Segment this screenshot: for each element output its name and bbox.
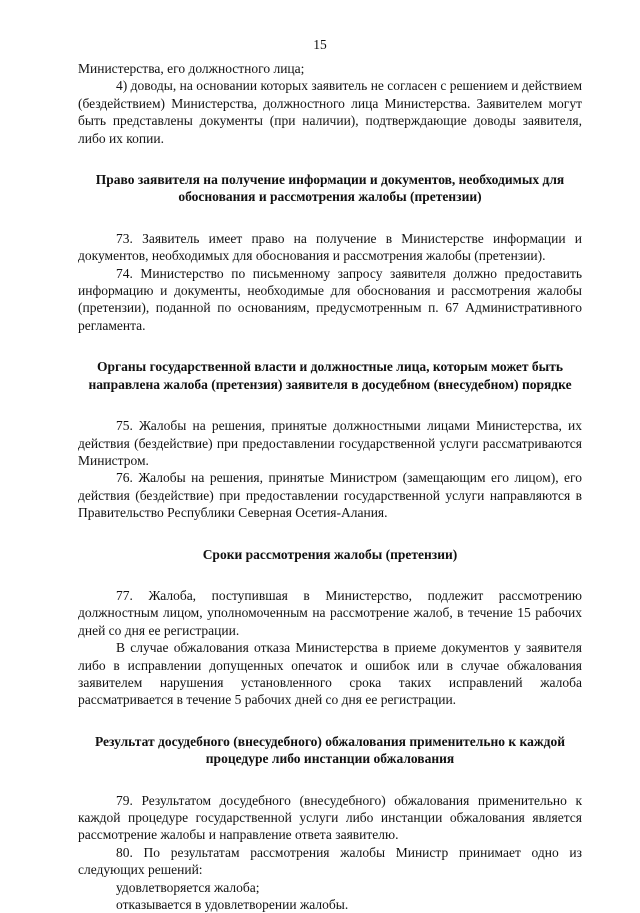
paragraph-79: 79. Результатом досудебного (внесудебного) обжалования применительно к каждой процедуре государственной услуги либо инстанции обжалования является рассмотрение жалобы и направление ответа заявителю. — [78, 792, 582, 843]
paragraph-77: 77. Жалоба, поступившая в Министерство, подлежит рассмотрению должностным лицом, уполномоченным на рассмотрение жалоб, в течение 15 рабочих дней со дня ее регистрации. — [78, 587, 582, 638]
document-body — [78, 60, 582, 913]
paragraph-item-4: 4) доводы, на основании которых заявитель не согласен с решением и действием (бездействием) Министерства, должностного лица Министерства. Заявителем могут быть представлены документы (при наличии), подтверждающие доводы заявителя, либо их копии. — [78, 78, 582, 146]
section-heading-appeal-result: Результат досудебного (внесудебного) обжалования применительно к каждой процедуре либо инстанции обжалования — [94, 733, 566, 767]
decision-option-satisfy: удовлетворяется жалоба; — [116, 879, 260, 895]
paragraph-73: 73. Заявитель имеет право на получение в Министерстве информации и документов, необходимых для обоснования и рассмотрения жалобы (претензии). — [78, 230, 582, 264]
page-number: 15 — [313, 37, 327, 52]
paragraph-77-continuation: В случае обжалования отказа Министерства в приеме документов у заявителя либо в исправлении допущенных опечаток и ошибок или в случае обжалования заявителем нарушения установленного срока таких исправлений жалоба рассматривается в течение 5 рабочих дней со дня ее регистрации. — [78, 640, 582, 708]
paragraph-80: 80. По результатам рассмотрения жалобы Министр принимает одно из следующих решений: — [78, 844, 582, 878]
paragraph-76: 76. Жалобы на решения, принятые Министром (замещающим его лицом), его действия (бездействие) при предоставлении государственной услуги направляются в Правительство Республики Северная Осетия-Алания. — [78, 470, 582, 521]
paragraph-75: 75. Жалобы на решения, принятые должностными лицами Министерства, их действия (бездействие) при предоставлении государственной услуги рассматриваются Министром. — [78, 418, 582, 468]
paragraph-74: 74. Министерство по письменному запросу заявителя должно предоставить информацию и документы, необходимые для обоснования и рассмотрения жалобы (претензии), поданной по основаниям, предусмотренным п. 67 Административного регламента. — [78, 265, 582, 333]
section-heading-right-to-information: Право заявителя на получение информации и документов, необходимых для обоснования и рассмотрения жалобы (претензии) — [95, 172, 565, 205]
paragraph-intro-continuation: Министерства, его должностного лица; — [78, 61, 305, 76]
decision-option-refuse: отказывается в удовлетворении жалобы. — [116, 897, 349, 913]
section-heading-authorities: Органы государственной власти и должностные лица, которым может быть направлена жалоба (претензия) заявителя в досудебном (внесудебном) порядке — [88, 359, 572, 392]
section-heading-review-terms: Сроки рассмотрения жалобы (претензии) — [202, 546, 458, 562]
